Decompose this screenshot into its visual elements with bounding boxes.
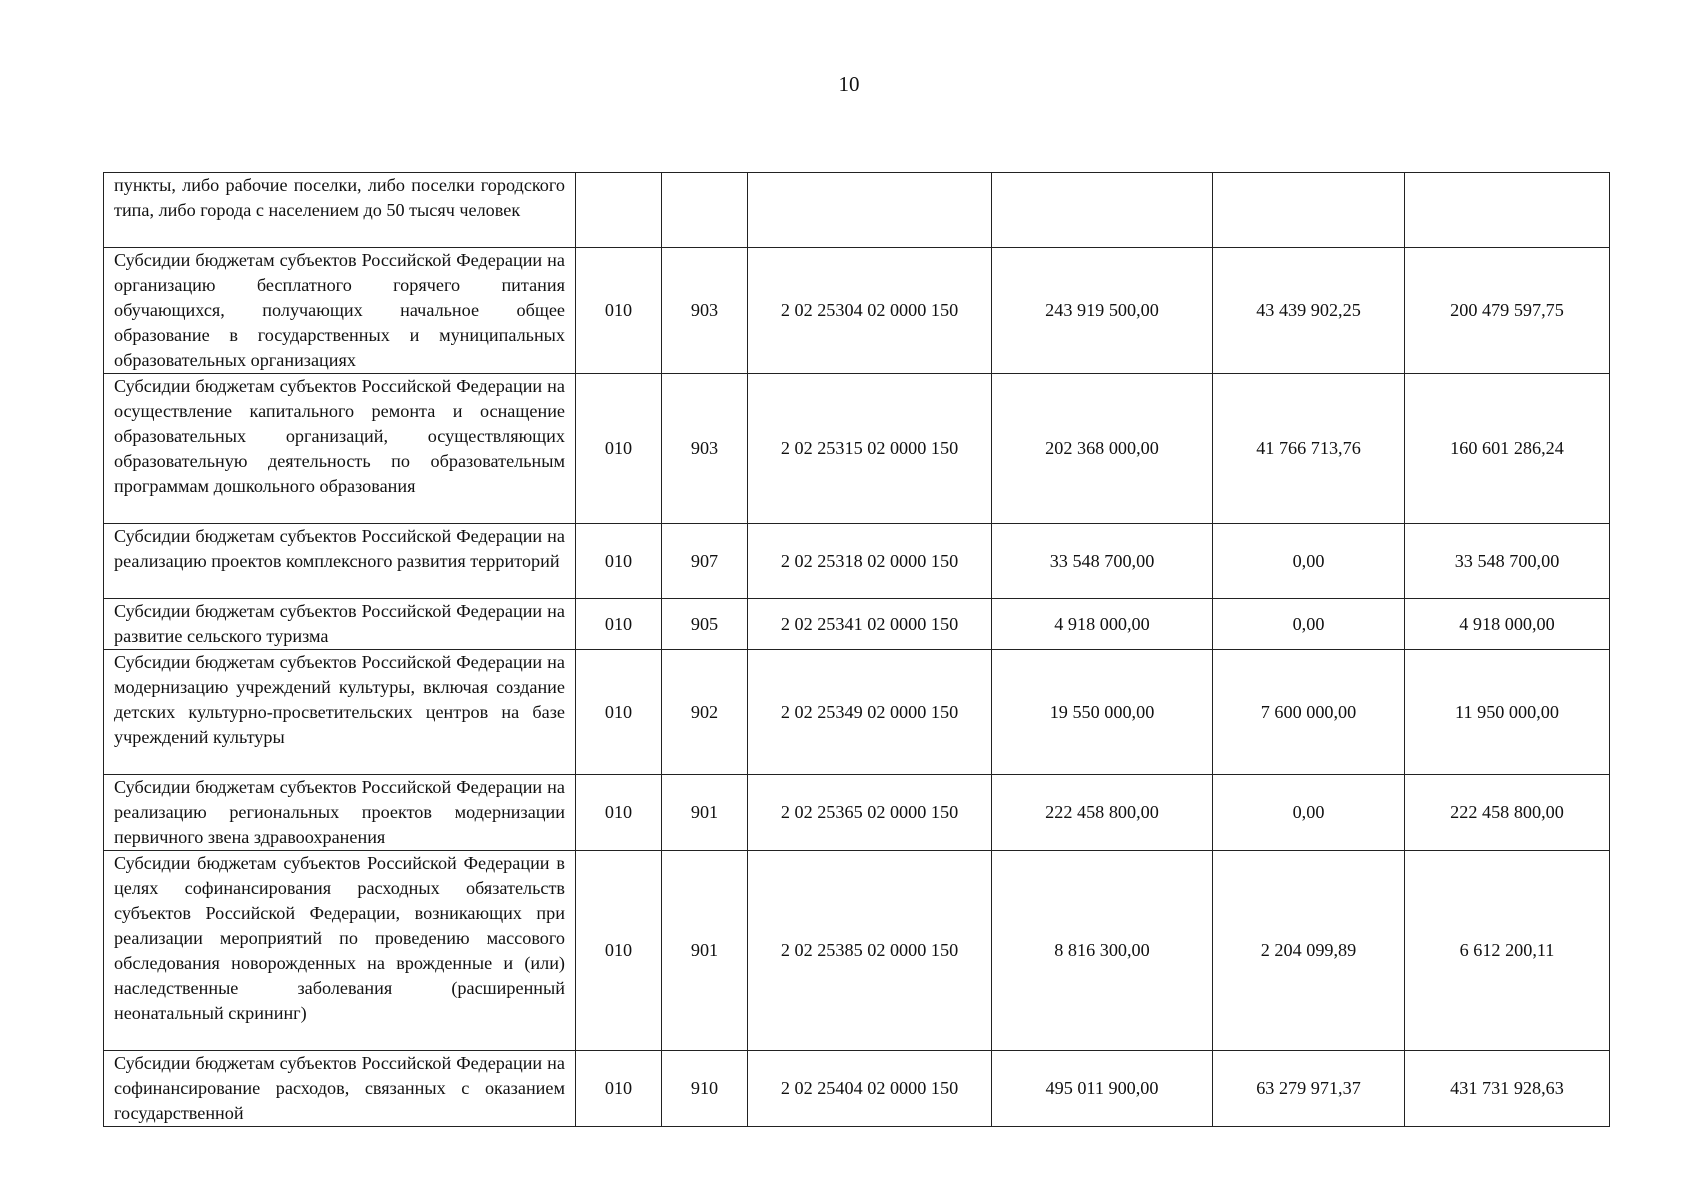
row-budget-code: 2 02 25349 02 0000 150 [748, 650, 992, 775]
row-remaining-amount: 160 601 286,24 [1405, 374, 1610, 524]
row-executed-amount: 0,00 [1213, 599, 1405, 650]
row-plan-amount: 33 548 700,00 [992, 524, 1213, 599]
table-row [104, 851, 1610, 1051]
row-plan-amount: 4 918 000,00 [992, 599, 1213, 650]
row-description: Субсидии бюджетам субъектов Российской Федерации на реализацию проектов комплексного развития территорий [104, 524, 576, 599]
row-remaining-amount: 4 918 000,00 [1405, 599, 1610, 650]
row-group-code [662, 173, 748, 248]
row-admin-code [576, 173, 662, 248]
row-admin-code: 010 [576, 775, 662, 851]
row-budget-code: 2 02 25385 02 0000 150 [748, 851, 992, 1051]
row-admin-code: 010 [576, 524, 662, 599]
row-description: Субсидии бюджетам субъектов Российской Федерации на организацию бесплатного горячего питания обучающихся, получающих начальное общее образование в государственных и муниципальных образовательных организациях [104, 248, 576, 374]
table-row [104, 248, 1610, 374]
row-executed-amount: 43 439 902,25 [1213, 248, 1405, 374]
row-description: Субсидии бюджетам субъектов Российской Федерации на развитие сельского туризма [104, 599, 576, 650]
row-plan-amount: 8 816 300,00 [992, 851, 1213, 1051]
row-remaining-amount: 200 479 597,75 [1405, 248, 1610, 374]
row-description: пункты, либо рабочие поселки, либо поселки городского типа, либо города с населением до 50 тысяч человек [104, 173, 576, 248]
row-budget-code: 2 02 25365 02 0000 150 [748, 775, 992, 851]
row-budget-code: 2 02 25304 02 0000 150 [748, 248, 992, 374]
row-plan-amount: 495 011 900,00 [992, 1051, 1213, 1127]
row-group-code: 905 [662, 599, 748, 650]
row-remaining-amount: 431 731 928,63 [1405, 1051, 1610, 1127]
row-executed-amount: 7 600 000,00 [1213, 650, 1405, 775]
row-admin-code: 010 [576, 1051, 662, 1127]
table-row [104, 650, 1610, 775]
row-admin-code: 010 [576, 248, 662, 374]
page-number: 10 [838, 72, 860, 96]
row-remaining-amount: 6 612 200,11 [1405, 851, 1610, 1051]
row-plan-amount: 202 368 000,00 [992, 374, 1213, 524]
row-remaining-amount: 222 458 800,00 [1405, 775, 1610, 851]
row-description: Субсидии бюджетам субъектов Российской Федерации на реализацию региональных проектов модернизации первичного звена здравоохранения [104, 775, 576, 851]
row-description: Субсидии бюджетам субъектов Российской Федерации на осуществление капитального ремонта и оснащение образовательных организаций, осуществляющих образовательную деятельность по образовательным программам дошкольного образования [104, 374, 576, 524]
row-description: Субсидии бюджетам субъектов Российской Федерации в целях софинансирования расходных обязательств субъектов Российской Федерации, возникающих при реализации мероприятий по проведению массового обследования новорожденных на врожденные и (или) наследственные заболевания (расширенный неонатальный скрининг) [104, 851, 576, 1051]
budget-table [103, 172, 1610, 1127]
table-row [104, 599, 1610, 650]
row-budget-code [748, 173, 992, 248]
row-executed-amount: 2 204 099,89 [1213, 851, 1405, 1051]
row-budget-code: 2 02 25404 02 0000 150 [748, 1051, 992, 1127]
row-executed-amount: 0,00 [1213, 524, 1405, 599]
row-group-code: 902 [662, 650, 748, 775]
row-plan-amount: 243 919 500,00 [992, 248, 1213, 374]
row-budget-code: 2 02 25341 02 0000 150 [748, 599, 992, 650]
row-admin-code: 010 [576, 650, 662, 775]
row-remaining-amount: 11 950 000,00 [1405, 650, 1610, 775]
row-plan-amount [992, 173, 1213, 248]
row-group-code: 907 [662, 524, 748, 599]
row-admin-code: 010 [576, 851, 662, 1051]
table-row [104, 1051, 1610, 1127]
row-plan-amount: 222 458 800,00 [992, 775, 1213, 851]
row-group-code: 903 [662, 248, 748, 374]
row-executed-amount: 0,00 [1213, 775, 1405, 851]
row-executed-amount [1213, 173, 1405, 248]
row-admin-code: 010 [576, 374, 662, 524]
table-row [104, 775, 1610, 851]
row-budget-code: 2 02 25315 02 0000 150 [748, 374, 992, 524]
row-executed-amount: 41 766 713,76 [1213, 374, 1405, 524]
table-row [104, 374, 1610, 524]
row-remaining-amount: 33 548 700,00 [1405, 524, 1610, 599]
row-group-code: 910 [662, 1051, 748, 1127]
row-budget-code: 2 02 25318 02 0000 150 [748, 524, 992, 599]
row-group-code: 901 [662, 775, 748, 851]
row-group-code: 903 [662, 374, 748, 524]
row-remaining-amount [1405, 173, 1610, 248]
table-row [104, 524, 1610, 599]
table-row [104, 173, 1610, 248]
row-executed-amount: 63 279 971,37 [1213, 1051, 1405, 1127]
row-description: Субсидии бюджетам субъектов Российской Федерации на модернизацию учреждений культуры, включая создание детских культурно-просветительских центров на базе учреждений культуры [104, 650, 576, 775]
row-description: Субсидии бюджетам субъектов Российской Федерации на софинансирование расходов, связанных с оказанием государственной [104, 1051, 576, 1127]
row-group-code: 901 [662, 851, 748, 1051]
row-admin-code: 010 [576, 599, 662, 650]
row-plan-amount: 19 550 000,00 [992, 650, 1213, 775]
